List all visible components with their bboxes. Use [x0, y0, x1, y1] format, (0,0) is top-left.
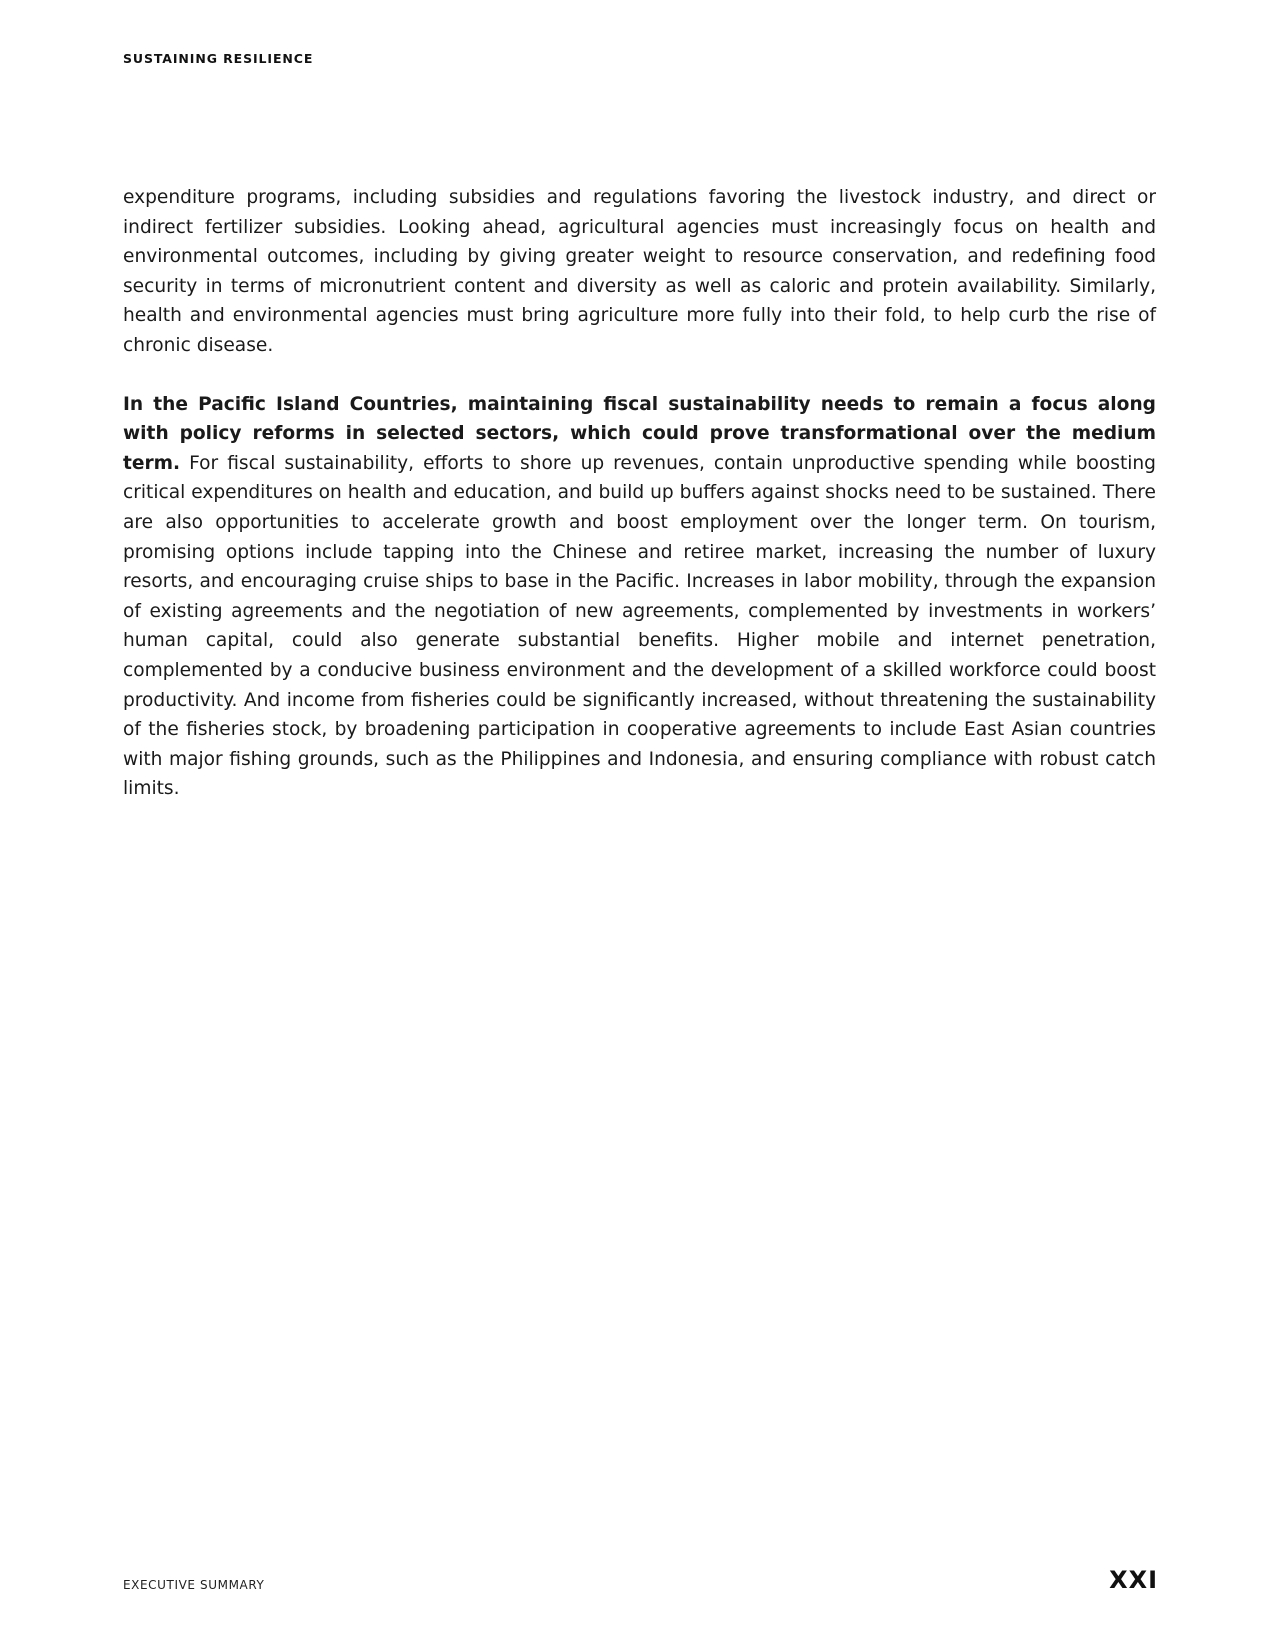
paragraph-lead-sentence: In the Pacific Island Countries, maintaining fiscal sustainability needs to remain a focus along with policy reforms in selected sectors, which could prove transformational over the medium term. [123, 393, 1156, 474]
running-header: SUSTAINING RESILIENCE [123, 51, 314, 66]
footer-section-label: EXECUTIVE SUMMARY [123, 1578, 265, 1592]
paragraph-body-text: For fiscal sustainability, efforts to shore up revenues, contain unproductive spending while boosting critical expenditures on health and education, and build up buffers against shocks need to be sustained. There are also opportunities to accelerate growth and boost employment over the longer term. On tourism, promising options include tapping into the Chinese and retiree market, increasing the number of luxury resorts, and encouraging cruise ships to base in the Pacific. Increases in labor mobility, through the expansion of existing agreements and the negotiation of new agreements, complemented by investments in workers’ human capital, could also generate substantial benefits. Higher mobile and internet penetration, complemented by a conducive business environment and the development of a skilled workforce could boost productivity. And income from fisheries could be significantly increased, without threatening the sustainability of the fisheries stock, by broadening participation in cooperative agreements to include East Asian countries with major fishing grounds, such as the Philippines and Indonesia, and ensuring compliance with robust catch limits. [123, 452, 1156, 800]
paragraph-agriculture: expenditure programs, including subsidies and regulations favoring the livestock industry, and direct or indirect fertilizer subsidies. Looking ahead, agricultural agencies must increasingly focus on health and environmental outcomes, including by giving greater weight to resource conservation, and redefining food security in terms of micronutrient content and diversity as well as caloric and protein availability. Similarly, health and environmental agencies must bring agriculture more fully into their fold, to help curb the rise of chronic disease. [123, 187, 1156, 356]
page-number: XXI [1109, 1566, 1158, 1594]
body-text [123, 183, 1156, 833]
paragraph-pacific-islands [123, 390, 1156, 804]
